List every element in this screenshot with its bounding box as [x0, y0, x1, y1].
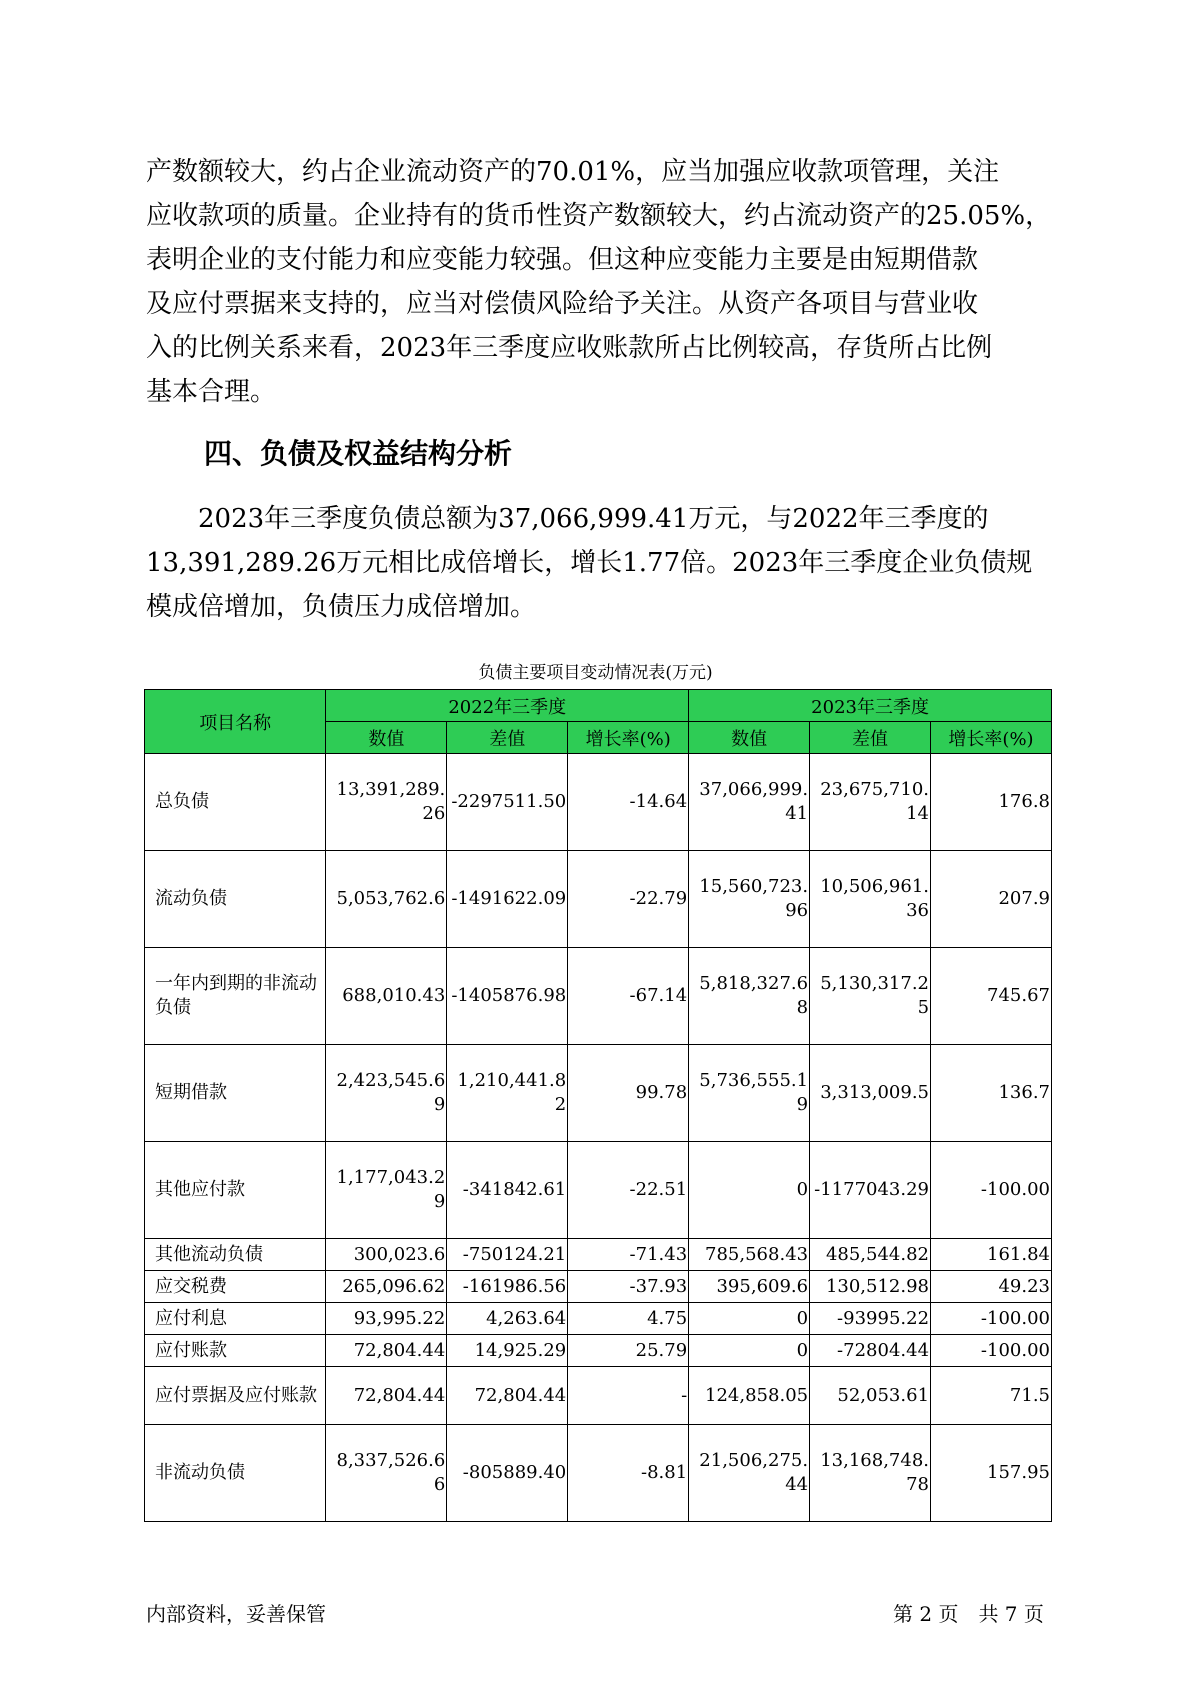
table-cell: 13,168,748.78 [810, 1425, 931, 1522]
table-cell: 1,210,441.82 [447, 1045, 568, 1142]
header-value: 数值 [326, 722, 447, 754]
table-cell: 176.8 [931, 754, 1052, 851]
table-cell: 52,053.61 [810, 1367, 931, 1425]
header-period-2022: 2022年三季度 [326, 690, 689, 722]
table-cell: 5,818,327.68 [689, 948, 810, 1045]
paragraph-line: 表明企业的支付能力和应变能力较强。但这种应变能力主要是由短期借款 [146, 245, 979, 275]
table-cell: 5,053,762.6 [326, 851, 447, 948]
table-cell: -67.14 [568, 948, 689, 1045]
table-cell: 5,736,555.19 [689, 1045, 810, 1142]
table-row [145, 1271, 1052, 1303]
paragraph-line: 模成倍增加，负债压力成倍增加。 [146, 592, 537, 622]
table-cell: 5,130,317.25 [810, 948, 931, 1045]
analysis-paragraph-1 [146, 150, 1056, 414]
table-cell: 8,337,526.66 [326, 1425, 447, 1522]
table-cell: 23,675,710.14 [810, 754, 931, 851]
paragraph-line: 应收款项的质量。企业持有的货币性资产数额较大，约占流动资产的25.05%， [146, 201, 1052, 231]
table-cell: 157.95 [931, 1425, 1052, 1522]
table-cell: -161986.56 [447, 1271, 568, 1303]
section-heading: 四、负债及权益结构分析 [204, 437, 513, 470]
table-cell: 15,560,723.96 [689, 851, 810, 948]
row-label: 其他流动负债 [145, 1239, 326, 1271]
table-cell: 265,096.62 [326, 1271, 447, 1303]
table-cell: - [568, 1367, 689, 1425]
table-cell: 0 [689, 1142, 810, 1239]
table-row [145, 1142, 1052, 1239]
table-cell: 72,804.44 [447, 1367, 568, 1425]
paragraph-line: 基本合理。 [146, 377, 277, 407]
paragraph-line: 产数额较大，约占企业流动资产的70.01%，应当加强应收款项管理，关注 [146, 157, 1000, 187]
header-growth-rate: 增长率(%) [568, 722, 689, 754]
paragraph-line: 2023年三季度负债总额为37,066,999.41万元，与2022年三季度的 [146, 504, 989, 534]
table-cell: 4.75 [568, 1303, 689, 1335]
table-cell: -1177043.29 [810, 1142, 931, 1239]
table-cell: -100.00 [931, 1335, 1052, 1367]
header-difference: 差值 [447, 722, 568, 754]
table-cell: -72804.44 [810, 1335, 931, 1367]
paragraph-line: 13,391,289.26万元相比成倍增长，增长1.77倍。2023年三季度企业负债规 [146, 548, 1033, 578]
table-cell: 37,066,999.41 [689, 754, 810, 851]
table-row [145, 754, 1052, 851]
table-cell: -805889.40 [447, 1425, 568, 1522]
paragraph-line: 入的比例关系来看，2023年三季度应收账款所占比例较高，存货所占比例 [146, 333, 993, 363]
table-cell: -14.64 [568, 754, 689, 851]
table-cell: 161.84 [931, 1239, 1052, 1271]
table-cell: -8.81 [568, 1425, 689, 1522]
table-row [145, 1239, 1052, 1271]
table-cell: -1405876.98 [447, 948, 568, 1045]
table-cell: 72,804.44 [326, 1335, 447, 1367]
table-cell: 1,177,043.29 [326, 1142, 447, 1239]
table-caption: 负债主要项目变动情况表(万元) [478, 663, 713, 683]
header-value: 数值 [689, 722, 810, 754]
table-cell: 130,512.98 [810, 1271, 931, 1303]
table-row [145, 1367, 1052, 1425]
table-cell: -71.43 [568, 1239, 689, 1271]
table-cell: 136.7 [931, 1045, 1052, 1142]
footer-confidential-note: 内部资料，妥善保管 [146, 1602, 326, 1626]
table-row [145, 1425, 1052, 1522]
row-label: 流动负债 [145, 851, 326, 948]
table-cell: 3,313,009.5 [810, 1045, 931, 1142]
table-cell: 0 [689, 1335, 810, 1367]
table-cell: 2,423,545.69 [326, 1045, 447, 1142]
header-item-name: 项目名称 [145, 690, 326, 754]
table-cell: 93,995.22 [326, 1303, 447, 1335]
table-cell: -93995.22 [810, 1303, 931, 1335]
table-cell: 0 [689, 1303, 810, 1335]
table-cell: -22.79 [568, 851, 689, 948]
row-label: 应付票据及应付账款 [145, 1367, 326, 1425]
table-cell: -2297511.50 [447, 754, 568, 851]
table-cell: 25.79 [568, 1335, 689, 1367]
table-cell: -100.00 [931, 1303, 1052, 1335]
table-row [145, 1335, 1052, 1367]
table-cell: 49.23 [931, 1271, 1052, 1303]
footer-page-number: 第 2 页 共 7 页 [893, 1602, 1044, 1626]
row-label: 一年内到期的非流动负债 [145, 948, 326, 1045]
table-cell: 99.78 [568, 1045, 689, 1142]
table-cell: 785,568.43 [689, 1239, 810, 1271]
table-cell: -1491622.09 [447, 851, 568, 948]
table-cell: 485,544.82 [810, 1239, 931, 1271]
header-growth-rate: 增长率(%) [931, 722, 1052, 754]
table-cell: -100.00 [931, 1142, 1052, 1239]
table-cell: 21,506,275.44 [689, 1425, 810, 1522]
table-cell: 745.67 [931, 948, 1052, 1045]
table-row [145, 851, 1052, 948]
table-row [145, 1303, 1052, 1335]
row-label: 总负债 [145, 754, 326, 851]
table-cell: 71.5 [931, 1367, 1052, 1425]
table-cell: 13,391,289.26 [326, 754, 447, 851]
row-label: 其他应付款 [145, 1142, 326, 1239]
paragraph-line: 及应付票据来支持的，应当对偿债风险给予关注。从资产各项目与营业收 [146, 289, 979, 319]
table-cell: 14,925.29 [447, 1335, 568, 1367]
table-cell: 395,609.6 [689, 1271, 810, 1303]
table-cell: -341842.61 [447, 1142, 568, 1239]
row-label: 短期借款 [145, 1045, 326, 1142]
table-cell: -37.93 [568, 1271, 689, 1303]
table-cell: 72,804.44 [326, 1367, 447, 1425]
table-row [145, 1045, 1052, 1142]
liabilities-table [144, 689, 1052, 1522]
table-cell: 688,010.43 [326, 948, 447, 1045]
table-cell: 124,858.05 [689, 1367, 810, 1425]
table-cell: -22.51 [568, 1142, 689, 1239]
table-cell: 4,263.64 [447, 1303, 568, 1335]
table-cell: -750124.21 [447, 1239, 568, 1271]
row-label: 应付利息 [145, 1303, 326, 1335]
table-cell: 300,023.6 [326, 1239, 447, 1271]
row-label: 非流动负债 [145, 1425, 326, 1522]
table-cell: 10,506,961.36 [810, 851, 931, 948]
table-row [145, 948, 1052, 1045]
row-label: 应付账款 [145, 1335, 326, 1367]
row-label: 应交税费 [145, 1271, 326, 1303]
table-cell: 207.9 [931, 851, 1052, 948]
analysis-paragraph-2 [146, 497, 1056, 629]
header-period-2023: 2023年三季度 [689, 690, 1052, 722]
header-difference: 差值 [810, 722, 931, 754]
